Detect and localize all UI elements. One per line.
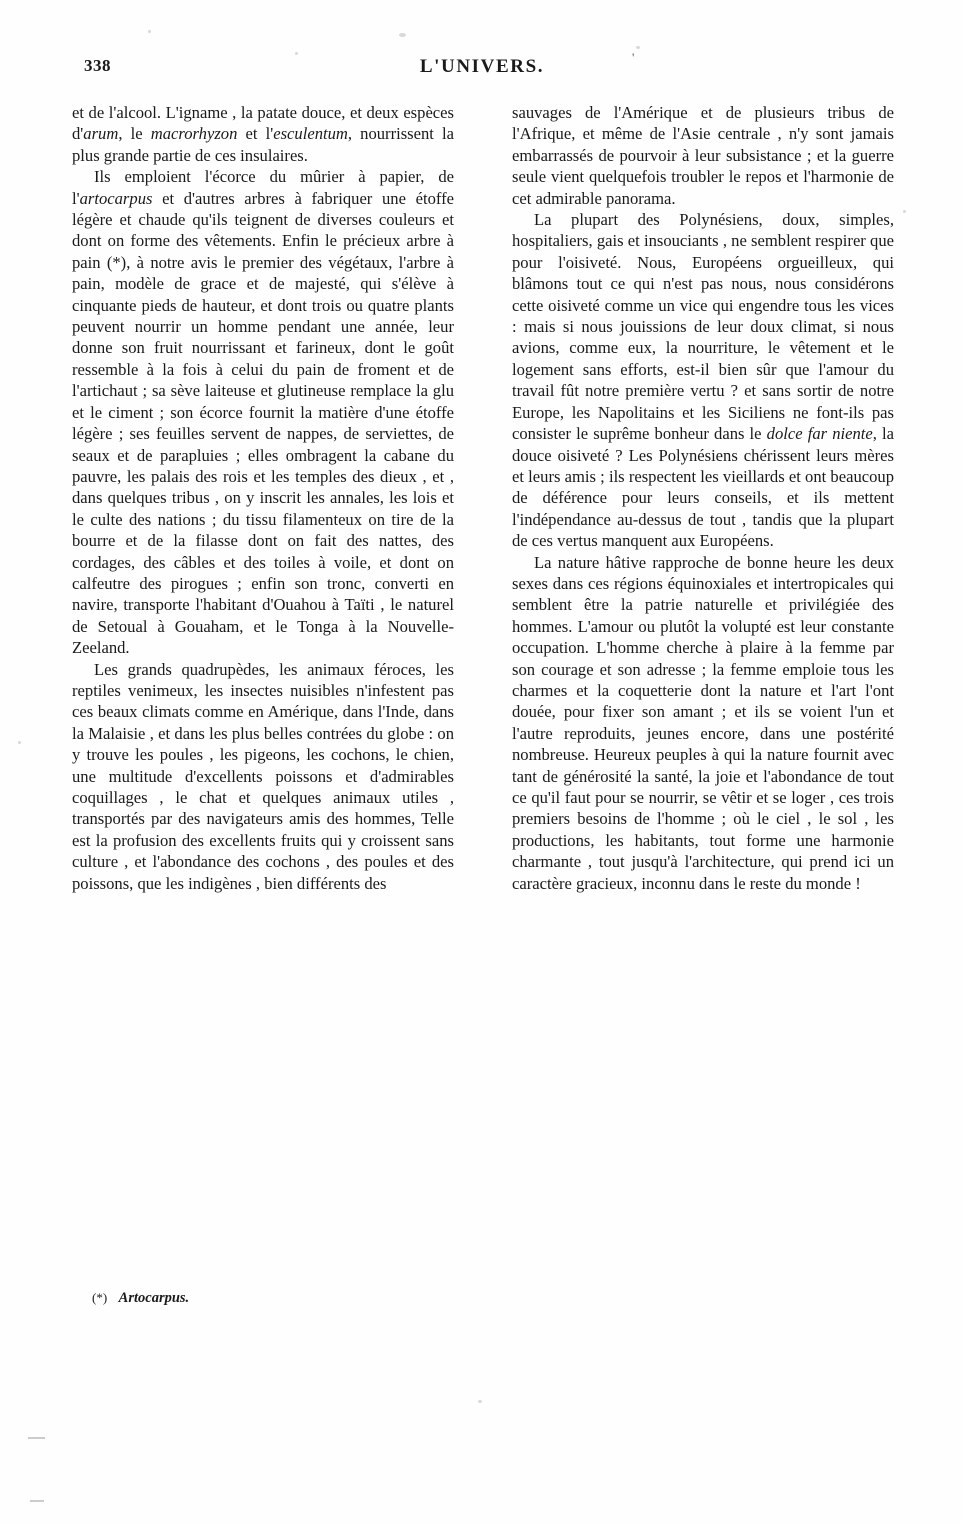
scan-speck — [148, 30, 151, 33]
footnote-separator — [72, 1286, 192, 1287]
scan-speck — [636, 46, 640, 49]
scan-tick — [28, 1437, 45, 1439]
paragraph: Ils emploient l'écorce du mûrier à papier, de l'artocarpus et d'autres arbres à fabriquer une étoffe légère et chaude qu'ils teignent de diverses couleurs et dont on forme des vêtements. Enfin le précieux arbre à pain (*), à notre avis le premier des végétaux, l'arbre à pain, modèle de grace et de majesté, qui s'élève à cinquante pieds de hauteur, et dont trois ou quatre plants peuvent nourrir un homme pendant une année, leur donne son fruit nourrissant et farineux, dont le goût ressemble à la fois à celui du pain de froment et de l'artichaut ; sa sève laiteuse et glutineuse remplace la glu et le ciment ; son écorce fournit la matière d'une étoffe légère ; ses feuilles servent de nappes, de serviettes, de seaux et de parapluies ; elles ombragent la cabane du pauvre, les palais des rois et les temples des dieux , et , dans quelques tribus , on y inscrit les annales, les lois et le culte des nations ; du tissu filamenteux on tire de la bourre et de la filasse dont on fait des nattes, des cordages, des câbles et des toiles à voile, et dont on calfeutre des pirogues ; enfin son tronc, converti en navire, transporte l'habitant d'Ouahou à Taïti , le naturel de Setoual à Gouaham, et le Tonga à la Nouvelle-Zeeland. — [72, 167, 454, 658]
scan-speck — [903, 210, 906, 213]
footnote-mark: (*) — [92, 1290, 108, 1305]
running-head-mark: ' — [632, 50, 635, 65]
scan-speck — [478, 1400, 482, 1403]
header-rule — [72, 95, 890, 96]
paragraph: Les grands quadrupèdes, les animaux féroces, les reptiles venimeux, les insectes nuisibles n'infestent pas ces beaux climats comme en Amérique, dans l'Inde, dans la Malaisie , et dans les plus belles contrées du globe : on y trouve les poules , les pigeons, les cochons, le chien, une multitude d'excellents poissons et d'admirables coquillages , le chat et quelques animaux utiles , transportés par des navigateurs amis des hommes, Telle est la profusion des excellents fruits qui y croissent sans culture , et l'abondance des cochons , des poules et des poissons, que les indigènes , bien différents des — [72, 659, 454, 893]
paragraph: La plupart des Polynésiens, doux, simples, hospitaliers, gais et insouciants , ne semblent respirer que pour l'oisiveté. Nous, Européens orgueilleux, qui blâmons tout ce qui n'est pas nous, nous considérons cette oisiveté comme un vice qui engendre tous les vices : mais si nous jouissions de leur doux climat, si nous avions, comme eux, la nourriture, le vêtement et le logement sans efforts, est-il bien sûr que l'amour du travail fût notre première vertu ? et sans sortir de notre Europe, les Napolitains et les Siciliens ne font-ils pas consister le suprême bonheur dans le dolce far niente, la douce oisiveté ? Les Polynésiens chérissent leurs mères et leurs amis ; ils respectent les vieillards et ont beaucoup de déférence pour leurs conseils, et ils mettent l'indépendance au-dessus de tout , tandis que la plupart de ces vertus manquent aux Européens. — [512, 210, 894, 551]
column-left — [72, 102, 454, 894]
running-head: L'UNIVERS. — [419, 56, 545, 77]
paragraph: La nature hâtive rapproche de bonne heure les deux sexes dans ces régions équinoxiales et intertropicales qui semblent être la patrie naturelle et privilégiée des hommes. L'amour ou plutôt la volupté est leur constante occupation. L'homme cherche à plaire à la femme par son courage et son adresse ; la femme emploie tous les charmes et la coquetterie dont la nature et l'art l'ont douée, pour fixer son amant ; et ils se voient l'un et l'autre reproduits, jeunes encore, dans une postérité nombreuse. Heureux peuples à qui la nature fournit avec tant de générosité la santé, la joie et l'abondance de tout ce qu'il faut pour se nourrir, se vêtir et se loger , ces trois premiers besoins de l'homme ; où le ciel , le sol , les productions, les habitants, tout forme une harmonie charmante , tout jusqu'à l'architecture, qui prend ici un caractère gracieux, inconnu dans le reste du monde ! — [512, 552, 894, 893]
paragraph: sauvages de l'Amérique et de plusieurs tribus de l'Afrique, et même de l'Asie centrale , n'y sont jamais embarrassés de pourvoir à leur subsistance ; et la guerre seule vient quelquefois troubler le repos et l'harmonie de cet admirable panorama. — [512, 103, 894, 208]
paragraph: et de l'alcool. L'igname , la patate douce, et deux espèces d'arum, le macrorhyzon et l'esculentum, nourrissent la plus grande partie de ces insulaires. — [72, 103, 455, 165]
scan-speck — [399, 33, 406, 37]
scan-speck — [18, 741, 21, 744]
folio-number: 338 — [84, 56, 111, 75]
footnote-text: Artocarpus. — [118, 1290, 190, 1306]
page-header — [72, 50, 892, 86]
footnote — [92, 1290, 432, 1307]
column-right — [512, 102, 894, 894]
scan-tick — [30, 1500, 44, 1502]
scan-speck — [295, 52, 298, 55]
